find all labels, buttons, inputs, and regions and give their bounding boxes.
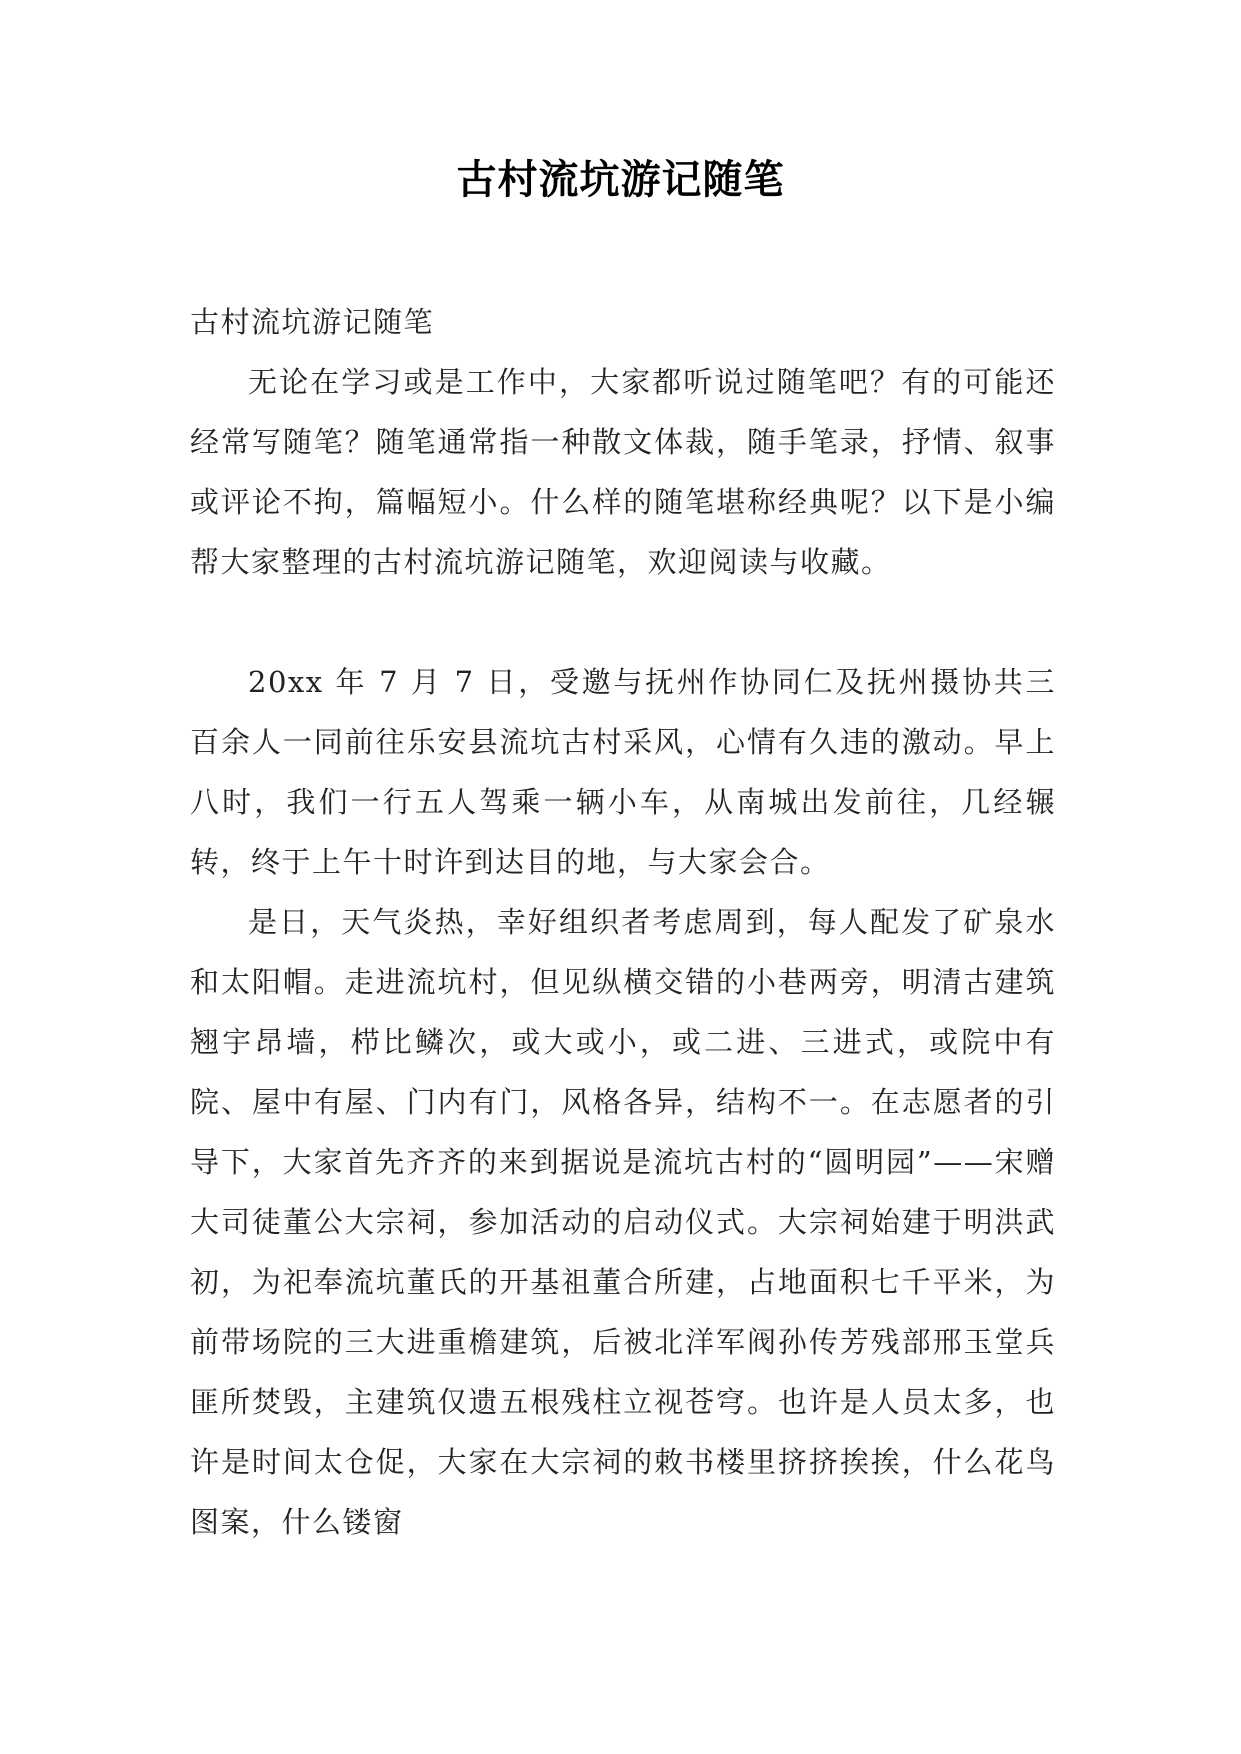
paragraph-village: 是日，天气炎热，幸好组织者考虑周到，每人配发了矿泉水和太阳帽。走进流坑村，但见纵横交错的小巷两旁，明清古建筑翘宇昂墙，栉比鳞次，或大或小，或二进、三进式，或院中有院、屋中有屋、门内有门，风格各异，结构不一。在志愿者的引导下，大家首先齐齐的来到据说是流坑古村的“圆明园”——宋赠大司徒董公大宗祠，参加活动的启动仪式。大宗祠始建于明洪武初，为祀奉流坑董氏的开基祖董合所建，占地面积七千平米，为前带场院的三大进重檐建筑，后被北洋军阀孙传芳残部邢玉堂兵匪所焚毁，主建筑仅遗五根残柱立视苍穹。也许是人员太多，也许是时间太仓促，大家在大宗祠的敕书楼里挤挤挨挨，什么花鸟图案，什么镂窗 — [190, 905, 1056, 1539]
document-body — [190, 292, 1056, 1552]
paragraph-date-trip: 20xx 年 7 月 7 日，受邀与抚州作协同仁及抚州摄协共三百余人一同前往乐安县流坑古村采风，心情有久违的激动。早上八时，我们一行五人驾乘一辆小车，从南城出发前往，几经辗转，终于上午十时许到达目的地，与大家会合。 — [190, 665, 1056, 879]
paragraph-spacer — [190, 592, 1056, 652]
document-title: 古村流坑游记随笔 — [456, 156, 785, 203]
paragraph-intro: 无论在学习或是工作中，大家都听说过随笔吧？有的可能还经常写随笔？随笔通常指一种散文体裁，随手笔录，抒情、叙事或评论不拘，篇幅短小。什么样的随笔堪称经典呢？以下是小编帮大家整理的古村流坑游记随笔，欢迎阅读与收藏。 — [190, 365, 1056, 579]
document-subtitle: 古村流坑游记随笔 — [190, 305, 435, 339]
